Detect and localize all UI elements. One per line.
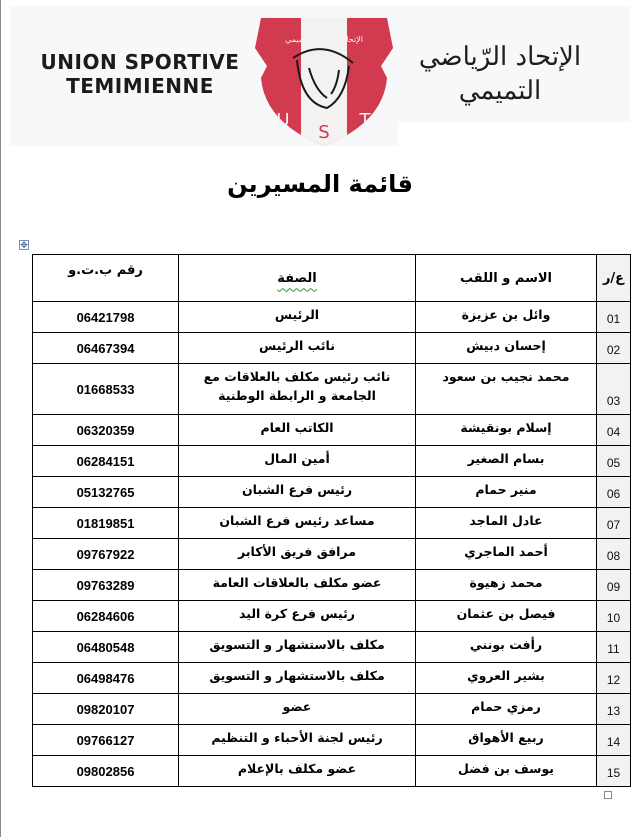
club-crest-logo: [253, 8, 395, 148]
row-id-number: 06498476: [33, 663, 179, 694]
row-number: 08: [597, 539, 631, 570]
row-role: رئيس فرع الشبان: [179, 477, 416, 508]
row-name: بشير العروي: [416, 663, 597, 694]
row-name: بسام الصغير: [416, 446, 597, 477]
row-number: 03: [597, 364, 631, 415]
document-title: قائمة المسيرين: [227, 170, 413, 198]
header-role-label: الصفة: [277, 270, 317, 286]
club-name-arabic-line1: الإتحاد الرّياضي: [418, 42, 582, 72]
club-name-french-line1: UNION SPORTIVE: [40, 50, 240, 74]
row-id-number: 01819851: [33, 508, 179, 539]
row-id-number: 06320359: [33, 415, 179, 446]
header-id: رقم ب.ت.و: [33, 255, 179, 302]
table-row: [33, 508, 631, 539]
table-row: [33, 364, 631, 415]
row-number: 02: [597, 333, 631, 364]
table-row: [33, 663, 631, 694]
row-name: محمد نجيب بن سعود: [416, 364, 597, 415]
row-role: الكاتب العام: [179, 415, 416, 446]
club-name-arabic: [390, 40, 610, 108]
row-name: رأفت بونني: [416, 632, 597, 663]
row-number: 10: [597, 601, 631, 632]
row-role: مساعد رئيس فرع الشبان: [179, 508, 416, 539]
crest-letter-s: S: [318, 122, 330, 143]
crest-arc-text: الإتحاد الرياضي التميمي: [285, 35, 363, 44]
row-number: 06: [597, 477, 631, 508]
row-number: 05: [597, 446, 631, 477]
row-name: ربيع الأهواق: [416, 725, 597, 756]
table-header-row: [33, 255, 631, 302]
row-id-number: 06467394: [33, 333, 179, 364]
row-name: منير حمام: [416, 477, 597, 508]
row-number: 09: [597, 570, 631, 601]
crest-letter-t: T: [359, 110, 371, 131]
table-row: [33, 446, 631, 477]
row-name: إحسان دبيش: [416, 333, 597, 364]
row-role: نائب الرئيس: [179, 333, 416, 364]
row-name: فيصل بن عثمان: [416, 601, 597, 632]
row-role: عضو مكلف بالإعلام: [179, 756, 416, 787]
table-row: [33, 632, 631, 663]
move-arrows-icon[interactable]: ✥: [20, 241, 28, 251]
row-id-number: 06421798: [33, 302, 179, 333]
row-name: إسلام بونقيشة: [416, 415, 597, 446]
row-id-number: 06480548: [33, 632, 179, 663]
row-number: 12: [597, 663, 631, 694]
row-id-number: 09767922: [33, 539, 179, 570]
row-name: محمد زهيوة: [416, 570, 597, 601]
row-role: نائب رئيس مكلف بالعلاقات مع الجامعة و الرابطة الوطنية: [179, 364, 416, 415]
table-row: [33, 302, 631, 333]
row-name: يوسف بن فضل: [416, 756, 597, 787]
row-name: رمزي حمام: [416, 694, 597, 725]
page-edge: [0, 0, 1, 837]
row-id-number: 05132765: [33, 477, 179, 508]
row-role: مكلف بالاستشهار و التسويق: [179, 632, 416, 663]
directors-table: [32, 254, 631, 787]
table-row: [33, 756, 631, 787]
row-id-number: 09766127: [33, 725, 179, 756]
table-row: [33, 694, 631, 725]
row-id-number: 09802856: [33, 756, 179, 787]
row-number: 07: [597, 508, 631, 539]
row-role: عضو مكلف بالعلاقات العامة: [179, 570, 416, 601]
row-id-number: 01668533: [33, 364, 179, 415]
row-number: 11: [597, 632, 631, 663]
row-role: رئيس فرع كرة اليد: [179, 601, 416, 632]
table-row: [33, 601, 631, 632]
row-role: مكلف بالاستشهار و التسويق: [179, 663, 416, 694]
row-id-number: 06284151: [33, 446, 179, 477]
row-id-number: 06284606: [33, 601, 179, 632]
row-id-number: 09820107: [33, 694, 179, 725]
row-number: 15: [597, 756, 631, 787]
header-number: ع/ر: [597, 255, 631, 302]
row-number: 04: [597, 415, 631, 446]
club-name-french: [30, 50, 250, 98]
crest-letter-u: U: [276, 110, 290, 131]
row-name: أحمد الماجري: [416, 539, 597, 570]
row-role: عضو: [179, 694, 416, 725]
row-role: الرئيس: [179, 302, 416, 333]
table-row: [33, 539, 631, 570]
row-number: 01: [597, 302, 631, 333]
header-role: [179, 255, 416, 302]
row-role: مرافق فريق الأكابر: [179, 539, 416, 570]
club-name-french-line2: TEMIMIENNE: [66, 74, 214, 98]
table-row: [33, 570, 631, 601]
club-name-arabic-line2: التميمي: [458, 76, 542, 106]
resize-square-icon[interactable]: [604, 791, 612, 799]
table-row: [33, 415, 631, 446]
table-row: [33, 477, 631, 508]
row-number: 14: [597, 725, 631, 756]
header-name: الاسم و اللقب: [416, 255, 597, 302]
table-row: [33, 725, 631, 756]
row-name: وائل بن عزيزة: [416, 302, 597, 333]
letterhead-mask: [398, 122, 630, 146]
row-id-number: 09763289: [33, 570, 179, 601]
row-role: أمين المال: [179, 446, 416, 477]
table-row: [33, 333, 631, 364]
row-role: رئيس لجنة الأحباء و التنظيم: [179, 725, 416, 756]
row-name: عادل الماجد: [416, 508, 597, 539]
row-number: 13: [597, 694, 631, 725]
